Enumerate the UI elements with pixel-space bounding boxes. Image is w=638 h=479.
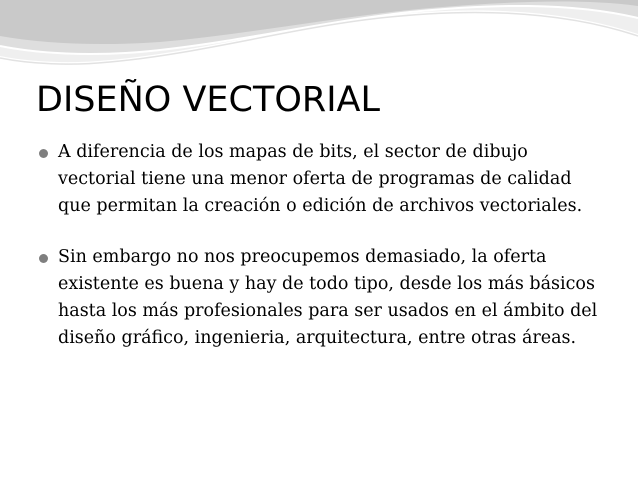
bullet-text-2: Sin embargo no nos preocupemos demasiado, la oferta existente es buena y hay de todo tipo, desde los más básicos hasta los más profesionales para ser usados en el ámbito del diseño gráfico, ingenieria, arquitectura, entre otras áreas. (58, 247, 598, 348)
bullet-text-1: A diferencia de los mapas de bits, el sector de dibujo vectorial tiene una menor oferta de programas de calidad que permitan la creación o edición de archivos vectoriales. (58, 142, 583, 216)
bullet-item-2 (36, 244, 608, 352)
decorative-wave-header (0, 0, 638, 80)
bullet-dot-icon (39, 149, 48, 158)
bullet-list (36, 139, 608, 352)
bullet-dot-icon (39, 254, 48, 263)
slide-title: DISEÑO VECTORIAL (36, 80, 380, 120)
bullet-item-1 (36, 139, 608, 220)
